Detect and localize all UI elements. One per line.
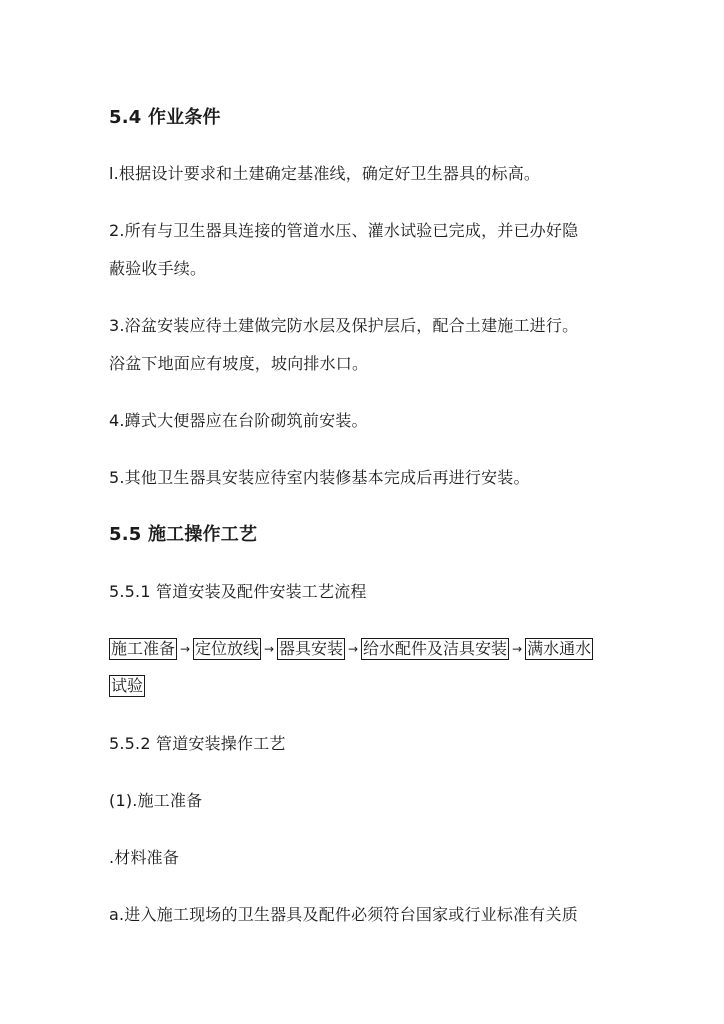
- arrow-right-icon: →: [512, 642, 523, 656]
- arrow-right-icon: →: [179, 642, 191, 656]
- condition-item-3-line-2: 浴盆下地面应有坡度，坡向排水口。: [109, 354, 369, 373]
- condition-item-2-line-2: 蔽验收手续。: [109, 259, 207, 278]
- flow-step-fixture-install: 器具安装: [279, 639, 344, 658]
- section-5-5-heading: 5.5 施工操作工艺: [109, 524, 258, 545]
- process-flow: [109, 638, 593, 660]
- condition-item-5: 5.其他卫生器具安装应待室内装修基本完成后再进行安装。: [109, 468, 530, 487]
- section-5-4-heading: 5.4 作业条件: [109, 107, 221, 128]
- construction-prep-title: (1).施工准备: [109, 791, 203, 810]
- condition-item-2-line-1: 2.所有与卫生器具连接的管道水压、灌水试验已完成，并已办好隐: [109, 221, 579, 240]
- flow-step-fittings-install: 给水配件及洁具安装: [363, 639, 508, 658]
- process-flow-continuation: [109, 675, 145, 697]
- flow-step-positioning: 定位放线: [195, 639, 260, 658]
- flow-step-water-test-continued: 试验: [111, 676, 144, 695]
- material-item-a: a.进入施工现场的卫生器具及配件必须符台国家或行业标准有关质: [109, 905, 578, 924]
- subsection-5-5-2-title: 5.5.2 管道安装操作工艺: [109, 734, 286, 753]
- arrow-right-icon: →: [264, 642, 275, 656]
- flow-step-prepare: 施工准备: [111, 639, 176, 658]
- flow-step-water-test: 满水通水: [527, 639, 592, 658]
- condition-item-3-line-1: 3.浴盆安装应待土建做完防水层及保护层后，配合土建施工进行。: [109, 316, 579, 335]
- arrow-right-icon: →: [348, 642, 359, 656]
- condition-item-4: 4.蹲式大便器应在台阶砌筑前安装。: [109, 411, 368, 430]
- condition-item-1: l.根据设计要求和土建确定基准线，确定好卫生器具的标高。: [109, 164, 541, 183]
- subsection-5-5-1-title: 5.5.1 管道安装及配件安装工艺流程: [109, 582, 367, 601]
- material-prep-title: .材料准备: [109, 848, 180, 867]
